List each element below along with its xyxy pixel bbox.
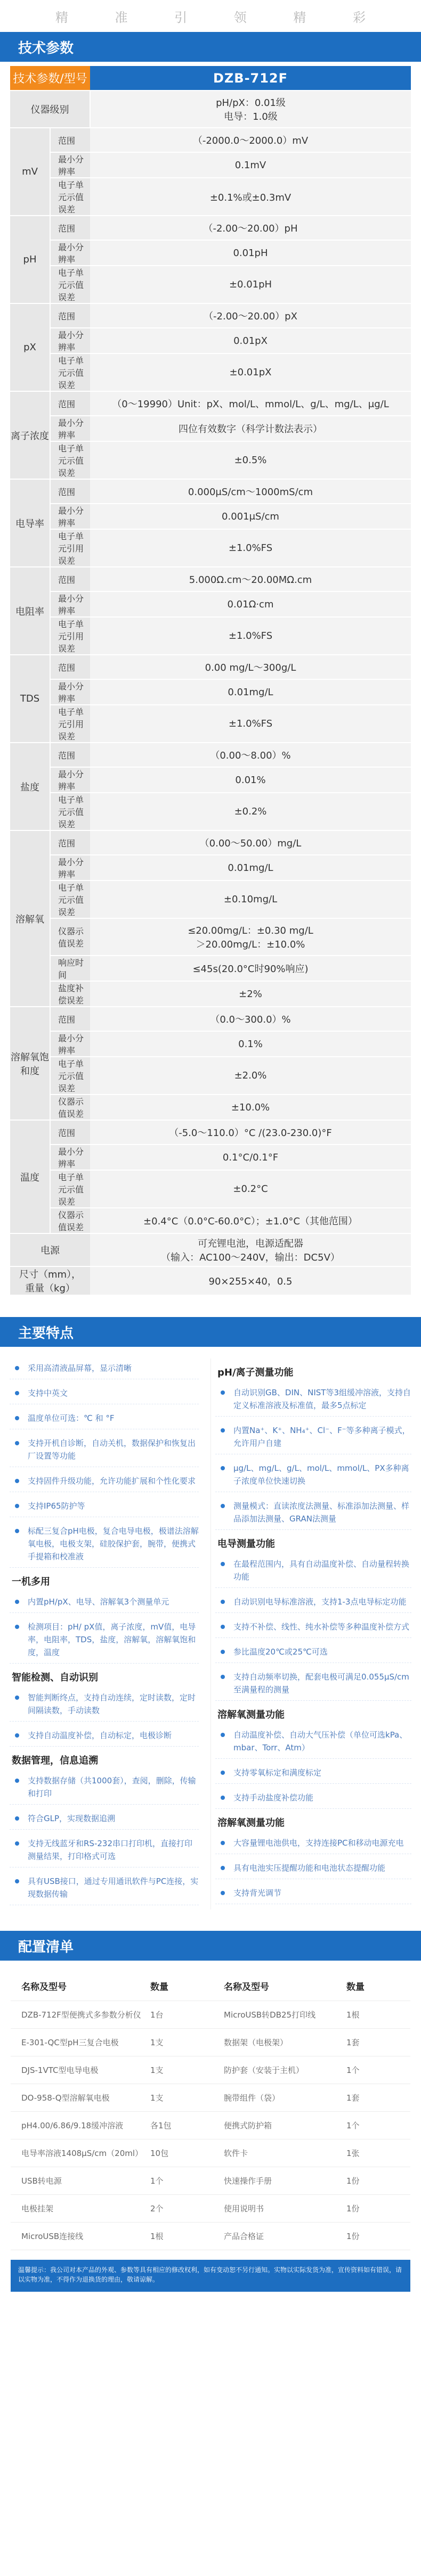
config-header-name-1: 名称及型号 <box>21 1982 67 1993</box>
spec-row <box>10 1094 411 1120</box>
config-item-name: pH4.00/6.86/9.18缓冲溶液 <box>21 2121 124 2130</box>
spec-group-label: 溶解氧 <box>10 830 50 1007</box>
features-left-column <box>10 1359 210 1910</box>
bullet-dot-icon <box>221 1841 225 1845</box>
feature-item <box>10 1521 199 1568</box>
spec-row <box>10 441 411 479</box>
spec-value: ±0.01pX <box>90 353 411 391</box>
feature-text: 测量模式：直读浓度法测量、标准添加法测量、样品添加法测量、GRAN法测量 <box>233 1501 410 1524</box>
feature-text: 检测项目：pH/ pX值，离子浓度，mV值，电导率，电阻率，TDS，盐度，溶解氧，溶解氧饱和度，温度 <box>28 1622 196 1657</box>
bullet-dot-icon <box>221 1504 225 1508</box>
feature-item <box>215 1725 411 1759</box>
spec-row <box>10 303 411 328</box>
spec-value: ±0.10mg/L <box>90 880 411 918</box>
features <box>0 1359 421 1910</box>
spec-attr-label: 范围 <box>50 1007 90 1031</box>
feature-item <box>10 1592 199 1613</box>
feature-item <box>215 1858 411 1879</box>
spec-row <box>10 1145 411 1170</box>
spec-row <box>10 830 411 855</box>
spec-row <box>10 855 411 880</box>
config-item-qty: 10包 <box>150 2149 169 2158</box>
feature-text: 支持背光调节 <box>233 1888 282 1898</box>
bullet-dot-icon <box>15 1441 19 1445</box>
spec-group-label: 盐度 <box>10 743 50 830</box>
spec-attr-label: 电子单元引用误差 <box>50 705 90 743</box>
feature-item <box>10 1771 199 1805</box>
config-row <box>11 2167 410 2195</box>
spec-attr-label: 电子单元引用误差 <box>50 617 90 655</box>
bullet-dot-icon <box>15 1733 19 1738</box>
spec-attr-label: 最小分辨率 <box>50 1145 90 1170</box>
bullet-dot-icon <box>15 1841 19 1846</box>
spec-value: ≤20.00mg/L：±0.30 mg/L ＞20.00mg/L：±10.0% <box>90 918 411 956</box>
feature-group-title: 溶解氧测量功能 <box>217 1817 285 1829</box>
spec-value: 0.01% <box>90 767 411 793</box>
spec-attr-label: 最小分辨率 <box>50 504 90 529</box>
spec-value: 0.01mg/L <box>90 855 411 880</box>
feature-text: 支持自动温度补偿，自动标定，电极诊断 <box>28 1731 172 1740</box>
feature-text: 内置pH/pX、电导、溶解氧3个测量单元 <box>28 1597 169 1607</box>
spec-row <box>10 328 411 353</box>
spec-attr-label: 仪器示值误差 <box>50 1208 90 1233</box>
config-item-qty: 1份 <box>346 2232 360 2241</box>
spec-attr-label: 最小分辨率 <box>50 855 90 880</box>
spec-value: 0.000μS/cm～1000mS/cm <box>90 479 411 504</box>
spec-attr-label: 最小分辨率 <box>50 679 90 705</box>
spec-attr-label: 电子单元示值误差 <box>50 353 90 391</box>
spec-size-row <box>10 1266 411 1295</box>
spec-value: ±1.0%FS <box>90 617 411 655</box>
feature-text: 内置Na⁺、K⁺、NH₄⁺、Cl⁻、F⁻等多种离子模式，允许用户自建 <box>233 1426 410 1448</box>
bullet-dot-icon <box>221 1625 225 1629</box>
bullet-dot-icon <box>221 1733 225 1737</box>
config-item-qty: 1份 <box>346 2204 360 2213</box>
spec-row <box>10 266 411 303</box>
config-row <box>11 2223 410 2250</box>
feature-item <box>10 1726 199 1747</box>
spec-group-label: 电阻率 <box>10 567 50 655</box>
spec-value: ±0.01pH <box>90 266 411 303</box>
feature-text: 具有电池实压提醒功能和电池状态提醒功能 <box>233 1863 386 1873</box>
bullet-dot-icon <box>221 1428 225 1433</box>
bullet-dot-icon <box>221 1466 225 1470</box>
spec-value: 0.01mg/L <box>90 679 411 705</box>
feature-group-title: pH/离子测量功能 <box>217 1367 294 1378</box>
spec-value: 0.01pH <box>90 240 411 266</box>
spec-value: 四位有效数字（科学计数法表示） <box>90 416 411 441</box>
feature-text: 支持自动频率切换，配套电极可满足0.055μS/cm至满量程的测量 <box>233 1672 409 1694</box>
spec-attr-label: 范围 <box>50 743 90 767</box>
config-table <box>0 1971 421 2250</box>
config-item-name: DO-958-Q型溶解氧电极 <box>21 2093 110 2103</box>
bullet-dot-icon <box>221 1796 225 1800</box>
spec-header-label: 技术参数/型号 <box>10 66 90 90</box>
feature-item <box>10 1688 199 1722</box>
config-item-qty: 1个 <box>346 2065 360 2075</box>
feature-item <box>215 1592 411 1613</box>
feature-text: 温度单位可选：℃ 和 °F <box>28 1413 115 1423</box>
bullet-dot-icon <box>221 1600 225 1604</box>
feature-group-title: 电导测量功能 <box>217 1538 275 1550</box>
spec-value: 0.01Ω·cm <box>90 591 411 617</box>
spec-attr-label: 仪器示值误差 <box>50 1094 90 1120</box>
feature-item <box>215 1421 411 1454</box>
spec-row <box>10 767 411 793</box>
feature-group-title: 一机多用 <box>12 1576 50 1587</box>
spec-value: ±0.4°C（0.0°C-60.0°C）；±1.0°C（其他范围） <box>90 1208 411 1233</box>
spec-group-label: pX <box>10 303 50 391</box>
spec-row <box>10 1031 411 1057</box>
spec-attr-label: 范围 <box>50 391 90 416</box>
spec-value: 0.1°C/0.1°F <box>90 1145 411 1170</box>
spec-attr-label: 电子单元引用误差 <box>50 529 90 567</box>
spec-value: 0.1mV <box>90 152 411 178</box>
spec-attr-label: 电子单元示值误差 <box>50 178 90 216</box>
feature-item <box>10 1872 199 1905</box>
feature-item <box>215 1554 411 1588</box>
bullet-dot-icon <box>15 1504 19 1508</box>
spec-value: （-2.00～20.00）pH <box>90 216 411 240</box>
spec-power-row <box>10 1233 411 1266</box>
spec-attr-label: 范围 <box>50 128 90 152</box>
spec-group-label: pH <box>10 216 50 303</box>
spec-model: DZB-712F <box>90 66 411 90</box>
config-item-name: DZB-712F型便携式多参数分析仪 <box>21 2010 141 2020</box>
config-row <box>11 2056 410 2084</box>
feature-text: 大容量锂电池供电，支持连接PC和移动电源充电 <box>233 1838 404 1848</box>
spec-row <box>10 655 411 679</box>
config-header-row <box>11 1971 410 2001</box>
feature-text: 自动识别电导标准溶液，支持1-3点电导标定功能 <box>233 1597 407 1607</box>
spec-attr-label: 仪器示值误差 <box>50 918 90 956</box>
spec-value: 0.1% <box>90 1031 411 1057</box>
spec-value: ±2.0% <box>90 1057 411 1094</box>
bullet-dot-icon <box>15 1696 19 1700</box>
bullet-dot-icon <box>15 1416 19 1420</box>
config-row <box>11 2029 410 2056</box>
spec-value: ±0.1%或±0.3mV <box>90 178 411 216</box>
spec-value: （-5.0～110.0）°C /(23.0-230.0)°F <box>90 1120 411 1145</box>
spec-row <box>10 679 411 705</box>
config-item-qty: 1个 <box>346 2121 360 2130</box>
spec-value: 0.00 mg/L～300g/L <box>90 655 411 679</box>
spec-row <box>10 504 411 529</box>
spec-header-row <box>10 66 411 90</box>
config-item-name: MicroUSB连接线 <box>21 2232 84 2241</box>
spec-value: （-2.00～20.00）pX <box>90 303 411 328</box>
spec-group-label: mV <box>10 128 50 216</box>
config-item-qty: 1套 <box>346 2038 360 2047</box>
feature-text: 采用高清液晶屏幕，显示清晰 <box>28 1363 132 1373</box>
config-item-name: 软件卡 <box>224 2149 248 2158</box>
spec-attr-label: 电子单元示值误差 <box>50 266 90 303</box>
feature-item <box>215 1833 411 1854</box>
spec-group-label: 离子浓度 <box>10 391 50 479</box>
bullet-dot-icon <box>15 1366 19 1370</box>
feature-text: 支持手动盐度补偿功能 <box>233 1793 314 1803</box>
spec-row <box>10 1208 411 1233</box>
bullet-dot-icon <box>15 1625 19 1629</box>
feature-group-title: 溶解氧测量功能 <box>217 1709 285 1721</box>
spec-value: （0.00～50.00）mg/L <box>90 830 411 855</box>
bullet-dot-icon <box>221 1891 225 1895</box>
spec-row <box>10 128 411 152</box>
feature-text: 支持数据存储（共1000套），查阅，删除，传输和打印 <box>28 1776 196 1798</box>
spec-value: ≤45s(20.0°C时90%响应) <box>90 956 411 981</box>
spec-group-label: 仪器级别 <box>10 90 90 128</box>
spec-row <box>10 353 411 391</box>
slogan: 精 准 引 领 精 彩 <box>55 10 387 25</box>
spec-row <box>10 178 411 216</box>
config-item-name: 数据架（电极架） <box>224 2038 288 2047</box>
spec-attr-label: 电子单元示值误差 <box>50 1170 90 1208</box>
spec-attr-label: 最小分辨率 <box>50 767 90 793</box>
config-section-title: 配置清单 <box>0 1931 421 1961</box>
config-row <box>11 2001 410 2029</box>
feature-text: 参比温度20℃或25℃可选 <box>233 1647 328 1657</box>
bullet-dot-icon <box>15 1479 19 1483</box>
spec-attr-label: 范围 <box>50 479 90 504</box>
feature-group-title: 数据管理，信息追溯 <box>12 1755 98 1766</box>
feature-text: 支持不补偿、线性、纯水补偿等多种温度补偿方式 <box>233 1622 410 1632</box>
config-header-qty-2: 数量 <box>346 1982 365 1993</box>
config-item-qty: 1支 <box>150 2065 164 2075</box>
feature-item <box>215 1496 411 1530</box>
spec-row <box>10 152 411 178</box>
config-item-name: 便携式防护箱 <box>224 2121 272 2130</box>
spec-value: ±1.0%FS <box>90 705 411 743</box>
feature-item <box>215 1642 411 1663</box>
config-item-qty: 1台 <box>150 2010 164 2020</box>
spec-group-label: TDS <box>10 655 50 743</box>
bullet-dot-icon <box>15 1879 19 1883</box>
spec-row <box>10 391 411 416</box>
spec-value: （-2000.0～2000.0）mV <box>90 128 411 152</box>
feature-text: 支持无线蓝牙和RS-232串口打印机，直接打印测量结果，打印格式可选 <box>28 1839 192 1861</box>
config-header-qty-1: 数量 <box>150 1982 168 1993</box>
config-item-name: E-301-QC型pH三复合电极 <box>21 2038 119 2047</box>
feature-text: 支持零氧标定和满度标定 <box>233 1768 322 1777</box>
feature-item <box>215 1617 411 1638</box>
spec-row <box>10 956 411 981</box>
config-row <box>11 2139 410 2167</box>
feature-item <box>215 1667 411 1701</box>
spec-row <box>10 918 411 956</box>
feature-text: 在最程范围内，具有自动温度补偿、自动量程转换功能 <box>233 1559 410 1582</box>
feature-item <box>215 1788 411 1809</box>
spec-attr-label: 范围 <box>50 655 90 679</box>
config-item-name: 产品合格证 <box>224 2232 264 2241</box>
feature-item <box>10 1409 199 1429</box>
config-item-name: 电极挂架 <box>21 2204 54 2213</box>
feature-text: 自动温度补偿、自动大气压补偿（单位可选kPa、mbar、Torr、Atm） <box>233 1730 408 1752</box>
spec-row <box>10 479 411 504</box>
spec-row <box>10 416 411 441</box>
config-item-name: 使用说明书 <box>224 2204 264 2213</box>
feature-text: 智能判断终点，支持自动连续，定时读数，定时间隔读数，手动读数 <box>28 1693 196 1715</box>
bullet-dot-icon <box>221 1562 225 1566</box>
spec-attr-label: 电子单元示值误差 <box>50 793 90 830</box>
feature-item <box>215 1763 411 1784</box>
config-item-qty: 2个 <box>150 2204 164 2213</box>
spec-row <box>10 1120 411 1145</box>
config-row <box>11 2195 410 2223</box>
config-item-qty: 1张 <box>346 2149 360 2158</box>
bullet-dot-icon <box>15 1529 19 1533</box>
footer-note: 温馨提示：我公司对本产品的外观、参数等具有相应的修改权利，如有变动恕不另行通知。实物以实际发货为准，宣传资料如有错误，请以实物为准，不得作为退换货的理由，敬请谅解。 <box>11 2260 410 2292</box>
spec-value: （0～19990）Unit：pX、mol/L、mmol/L、g/L、mg/L、μg/L <box>90 391 411 416</box>
spec-value: ±10.0% <box>90 1094 411 1120</box>
config-item-name: 腕带组件（袋） <box>224 2093 280 2103</box>
spec-attr-label: 范围 <box>50 567 90 591</box>
config-item-name: DJS-1VTC型电导电极 <box>21 2065 99 2075</box>
spec-value: pH/pX：0.01级 电导：1.0级 <box>90 90 411 128</box>
bullet-dot-icon <box>221 1675 225 1679</box>
spec-row <box>10 591 411 617</box>
feature-text: 自动识别GB、DIN、NIST等3组缓冲溶液，支持自定义标准溶液及标准值，最多5点标定 <box>233 1388 411 1410</box>
config-item-qty: 1份 <box>346 2176 360 2186</box>
spec-value: 0.01pX <box>90 328 411 353</box>
feature-text: 支持开机自诊断，自动关机，数据保护和恢复出厂设置等功能 <box>28 1438 196 1461</box>
feature-text: 标配三复合pH电极，复合电导电极，极谱法溶解氧电极，电极支架，硅胶保护套，腕带，便携式手提箱和校准液 <box>28 1526 199 1561</box>
feature-item <box>215 1883 411 1904</box>
spec-row <box>10 1007 411 1031</box>
spec-value: 0.001μS/cm <box>90 504 411 529</box>
spec-row <box>10 240 411 266</box>
feature-item <box>10 1434 199 1467</box>
feature-item <box>10 1809 199 1830</box>
bullet-dot-icon <box>15 1779 19 1783</box>
spec-attr-label: 最小分辨率 <box>50 591 90 617</box>
spec-attr-label: 电子单元示值误差 <box>50 441 90 479</box>
spec-attr-label: 盐度补偿误差 <box>50 981 90 1007</box>
spec-size-value: 90×255×40，0.5 <box>90 1266 411 1295</box>
spec-group-label: 电导率 <box>10 479 50 567</box>
spec-row <box>10 743 411 767</box>
spec-row <box>10 1170 411 1208</box>
feature-item <box>10 1384 199 1404</box>
spec-value: ±0.2% <box>90 793 411 830</box>
spec-row <box>10 793 411 830</box>
config-item-name: MicroUSB转DB25打印线 <box>224 2010 316 2020</box>
spec-value: ±1.0%FS <box>90 529 411 567</box>
feature-text: 支持中英文 <box>28 1388 68 1398</box>
spec-attr-label: 最小分辨率 <box>50 152 90 178</box>
config-item-qty: 1支 <box>150 2093 164 2103</box>
spec-value: ±0.2°C <box>90 1170 411 1208</box>
spec-group-label: 温度 <box>10 1120 50 1233</box>
feature-item <box>10 1471 199 1492</box>
feature-text: 支持固件升级功能，允许功能扩展和个性化要求 <box>28 1476 196 1486</box>
spec-attr-label: 电子单元示值误差 <box>50 880 90 918</box>
feature-item <box>215 1459 411 1492</box>
features-section-title: 主要特点 <box>0 1317 421 1347</box>
config-item-qty: 1套 <box>346 2093 360 2103</box>
feature-item <box>10 1359 199 1379</box>
feature-item <box>10 1617 199 1664</box>
spec-size-label: 尺寸（mm），重量（kg） <box>10 1266 90 1295</box>
feature-text: μg/L、mg/L、g/L、mol/L、mmol/L、PX多种离子浓度单位快速切换 <box>233 1463 409 1486</box>
bullet-dot-icon <box>15 1391 19 1395</box>
spec-row <box>10 705 411 743</box>
feature-item <box>10 1496 199 1517</box>
spec-value: 5.000Ω.cm～20.00MΩ.cm <box>90 567 411 591</box>
config-item-name: USB转电源 <box>21 2176 62 2186</box>
spec-attr-label: 最小分辨率 <box>50 240 90 266</box>
feature-item <box>10 1834 199 1867</box>
feature-text: 支持IP65防护等 <box>28 1501 85 1511</box>
config-item-qty: 1支 <box>150 2038 164 2047</box>
spec-row <box>10 567 411 591</box>
config-item-qty: 1个 <box>150 2176 164 2186</box>
spec-group-label: 溶解氧饱和度 <box>10 1007 50 1120</box>
config-item-qty: 各1包 <box>150 2121 172 2130</box>
bullet-dot-icon <box>15 1816 19 1821</box>
spec-attr-label: 电子单元示值误差 <box>50 1057 90 1094</box>
spec-row <box>10 529 411 567</box>
spec-row <box>10 90 411 128</box>
spec-value: （0.00～8.00）% <box>90 743 411 767</box>
spec-power-label: 电源 <box>10 1233 90 1266</box>
spec-attr-label: 范围 <box>50 1120 90 1145</box>
config-item-name: 电导率溶液1408μS/cm（20ml） <box>21 2149 143 2158</box>
bullet-dot-icon <box>221 1771 225 1775</box>
spec-row <box>10 880 411 918</box>
spec-attr-label: 范围 <box>50 303 90 328</box>
config-item-name: 快速操作手册 <box>224 2176 272 2186</box>
config-item-qty: 1根 <box>150 2232 164 2241</box>
spec-value: ±0.5% <box>90 441 411 479</box>
spec-attr-label: 最小分辨率 <box>50 416 90 441</box>
spec-table <box>10 66 411 1296</box>
bullet-dot-icon <box>221 1650 225 1654</box>
spec-row <box>10 981 411 1007</box>
feature-text: 具有USB接口，通过专用通讯软件与PC连接，实现数据传输 <box>28 1877 199 1899</box>
bullet-dot-icon <box>221 1866 225 1870</box>
spec-attr-label: 最小分辨率 <box>50 328 90 353</box>
config-item-name: 防护套（安装于主机） <box>224 2065 304 2075</box>
spec-row <box>10 1057 411 1094</box>
feature-text: 符合GLP，实现数据追溯 <box>28 1814 116 1823</box>
spec-row <box>10 216 411 240</box>
config-row <box>11 2112 410 2139</box>
bullet-dot-icon <box>15 1600 19 1604</box>
spec-attr-label: 最小分辨率 <box>50 1031 90 1057</box>
features-right-column <box>210 1359 411 1910</box>
spec-attr-label: 范围 <box>50 216 90 240</box>
spec-row <box>10 617 411 655</box>
spec-attr-label: 范围 <box>50 830 90 855</box>
bullet-dot-icon <box>221 1390 225 1395</box>
config-header-name-2: 名称及型号 <box>224 1982 269 1993</box>
spec-value: ±2% <box>90 981 411 1007</box>
feature-group-title: 智能检测、自动识别 <box>12 1672 98 1683</box>
config-item-qty: 1根 <box>346 2010 360 2020</box>
spec-power-value: 可充锂电池，电源适配器 （输入：AC100～240V，输出：DC5V） <box>90 1233 411 1266</box>
spec-section-title: 技术参数 <box>0 32 421 62</box>
config-row <box>11 2084 410 2112</box>
spec-attr-label: 响应时间 <box>50 956 90 981</box>
feature-item <box>215 1383 411 1417</box>
spec-value: （0.0～300.0）% <box>90 1007 411 1031</box>
